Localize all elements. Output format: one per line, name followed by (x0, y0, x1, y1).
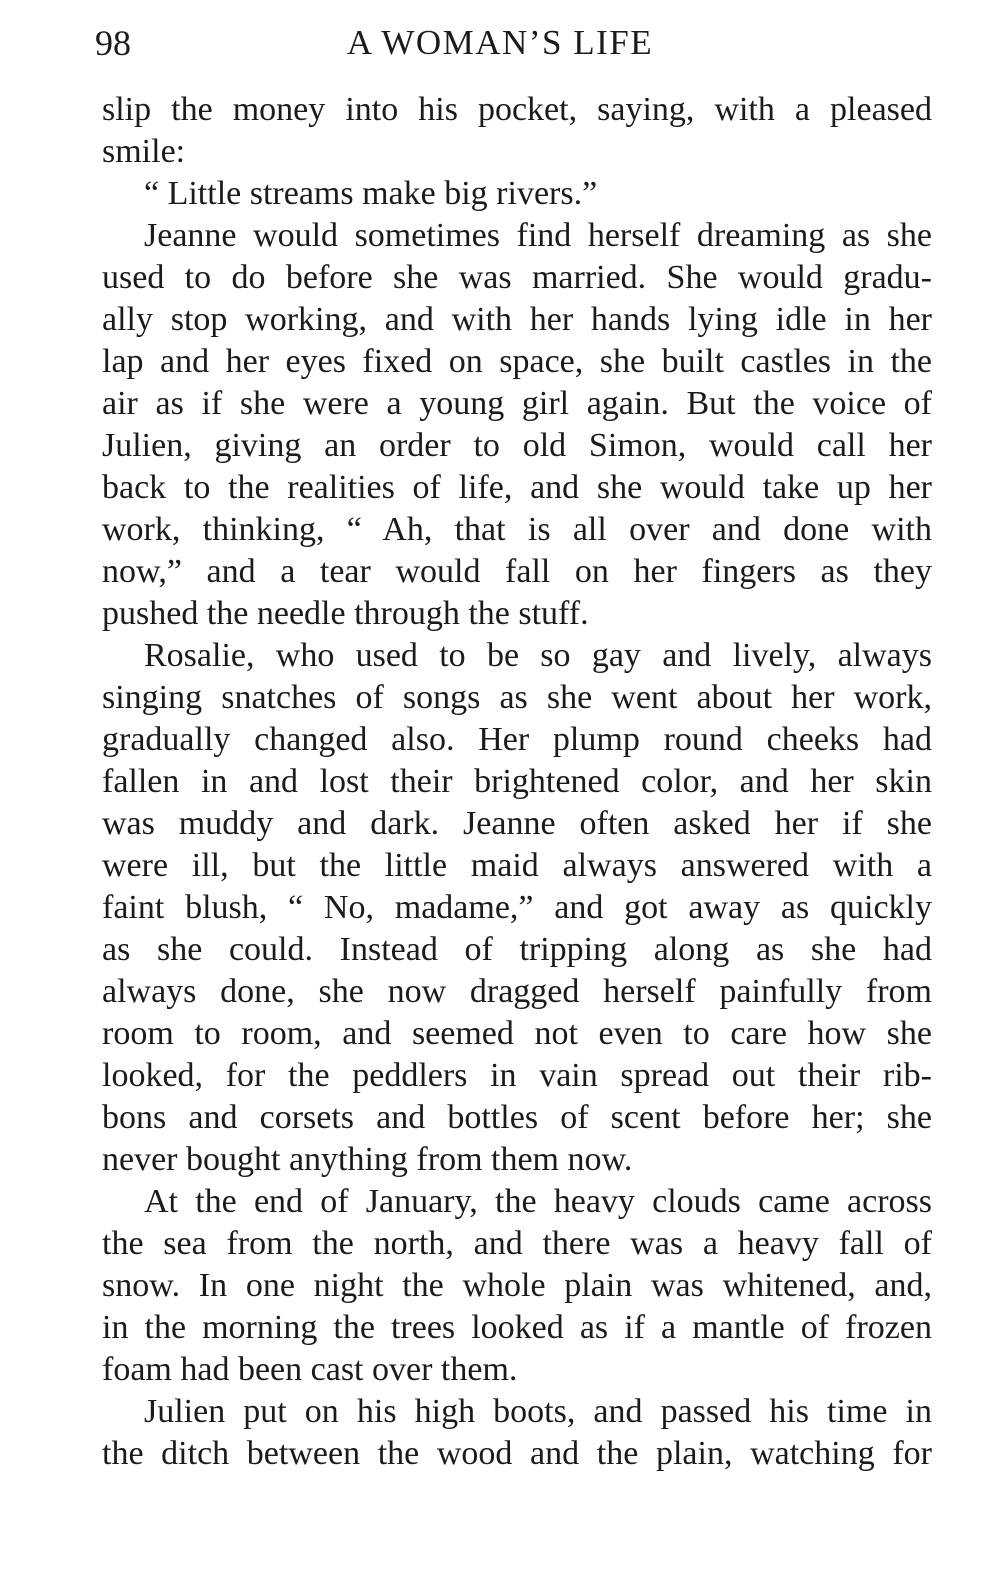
text-line: singing snatches of songs as she went about her work, (102, 679, 932, 716)
text-line: At the end of January, the heavy clouds came across (144, 1183, 932, 1220)
text-line: Jeanne would sometimes find herself dreaming as she (144, 217, 932, 254)
text-line: the sea from the north, and there was a heavy fall of (102, 1225, 932, 1262)
text-line: never bought anything from them now. (102, 1141, 633, 1178)
text-line: faint blush, “ No, madame,” and got away as quickly (102, 889, 932, 926)
text-line: used to do before she was married. She would gradu- (102, 259, 932, 296)
text-line: slip the money into his pocket, saying, with a pleased (102, 91, 932, 128)
text-line: foam had been cast over them. (102, 1351, 518, 1388)
paragraph (102, 1181, 932, 1391)
paragraph (102, 173, 932, 215)
text-line: in the morning the trees looked as if a mantle of frozen (102, 1309, 932, 1346)
text-line: Rosalie, who used to be so gay and lively, always (144, 637, 932, 674)
text-line: ally stop working, and with her hands lying idle in her (102, 301, 932, 338)
text-line: smile: (102, 133, 186, 170)
paragraph (102, 89, 932, 173)
text-line: always done, she now dragged herself painfully from (102, 973, 932, 1010)
text-line: Julien put on his high boots, and passed his time in (144, 1393, 932, 1430)
text-line: as she could. Instead of tripping along as she had (102, 931, 932, 968)
paragraph (102, 635, 932, 1181)
text-line: gradually changed also. Her plump round cheeks had (102, 721, 932, 758)
running-title: A WOMAN’S LIFE (346, 23, 654, 62)
text-line: Julien, giving an order to old Simon, would call her (102, 427, 932, 464)
text-line: air as if she were a young girl again. But the voice of (102, 385, 932, 422)
body-text (102, 89, 932, 1475)
text-line: lap and her eyes fixed on space, she built castles in the (102, 343, 932, 380)
text-line: work, thinking, “ Ah, that is all over and done with (102, 511, 932, 548)
text-line: fallen in and lost their brightened color, and her skin (102, 763, 932, 800)
running-head (0, 18, 1000, 68)
text-line: now,” and a tear would fall on her fingers as they (102, 553, 932, 590)
text-line: the ditch between the wood and the plain, watching for (102, 1435, 932, 1472)
text-line: “ Little streams make big rivers.” (144, 175, 598, 212)
paragraph (102, 1391, 932, 1475)
text-line: back to the realities of life, and she would take up her (102, 469, 932, 506)
paragraph (102, 215, 932, 635)
text-line: looked, for the peddlers in vain spread out their rib- (102, 1057, 932, 1094)
page-number: 98 (95, 23, 131, 63)
text-line: pushed the needle through the stuff. (102, 595, 589, 632)
text-line: room to room, and seemed not even to care how she (102, 1015, 932, 1052)
text-line: was muddy and dark. Jeanne often asked her if she (102, 805, 932, 842)
text-line: snow. In one night the whole plain was whitened, and, (102, 1267, 932, 1304)
text-line: bons and corsets and bottles of scent before her; she (102, 1099, 932, 1136)
text-line: were ill, but the little maid always answered with a (102, 847, 932, 884)
